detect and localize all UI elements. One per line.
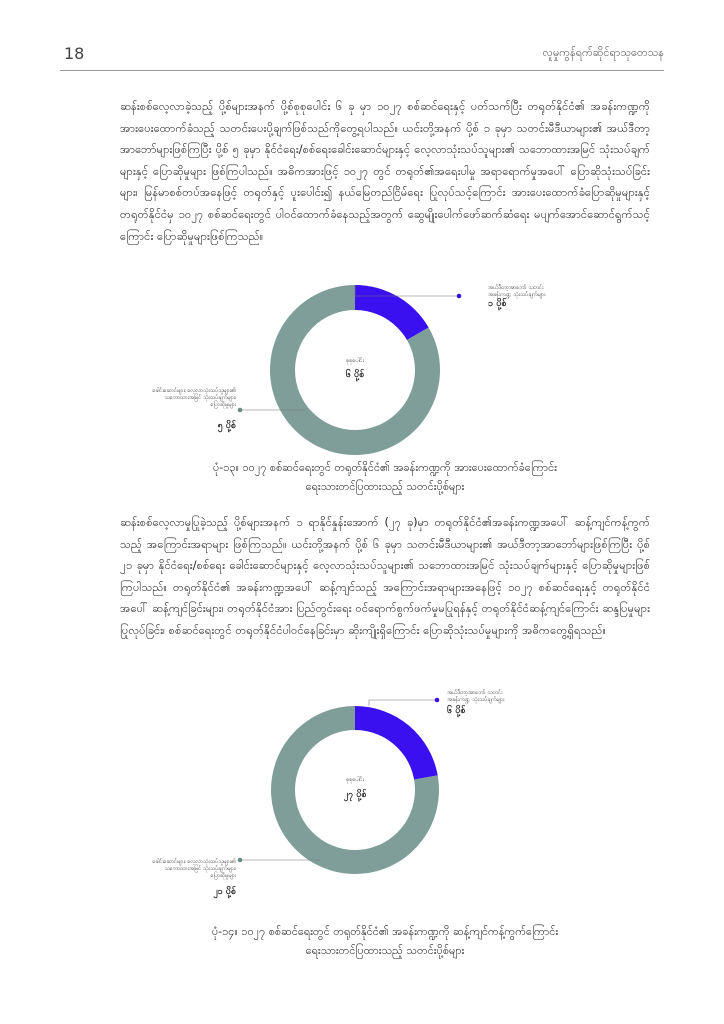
chart1-dot-a (457, 294, 462, 299)
chart2-center-label: စုစုပေါင်း (346, 777, 364, 783)
chart1-label-a-value: ၁ ပို့စ် (488, 299, 507, 309)
running-title: လူမှုကွန်ရက်ဆိုင်ရာသုတေသန (542, 46, 664, 59)
page-number: 18 (64, 44, 85, 63)
chart1-center-value: ၆ ပို့စ် (345, 370, 365, 380)
chart1-label-a-line1: အယ်ဒီတာ့အာဘော် သတင်း (488, 285, 544, 291)
chart1-label-b-line3: ပြောဆိုမှုများ (210, 402, 236, 408)
chart2-dot-a (435, 698, 440, 703)
chart2-label-b-line3: ပြောဆိုမှုများ (210, 873, 236, 879)
chart2-label-b-line1: ခေါင်းဆောင်များ၊ လေ့လာသုံးသပ်သူများ၏ (152, 859, 236, 865)
figure2-caption (120, 922, 650, 960)
chart1-label-a-line2: အခန်းကဏ္ဍ သုံးသပ်ချက်များ (488, 292, 546, 298)
donut-chart-2 (0, 680, 724, 920)
header-rule (60, 70, 664, 71)
donut-chart-1 (0, 270, 724, 470)
figure1-caption-line1: ပုံ-၁၃။ ၁၀၂၇ စစ်ဆင်ရေးတွင် တရုတ်နိုင်ငံ၏ အခန်းကဏ္ဍကို အားပေးထောက်ခံကြောင်း (213, 461, 557, 474)
chart1-dot-b (238, 408, 243, 413)
chart2-label-b-value: ၂၁ ပို့စ် (213, 887, 236, 897)
figure2-caption-line2: ရေးသားတင်ပြထားသည့် သတင်းပို့စ်များ (305, 944, 465, 957)
chart2-label-b-line2: သဘောထားအမြင် သုံးသပ်ချက်များ၊ (164, 866, 236, 872)
chart2-leader-a (369, 700, 437, 706)
chart2-label-a-line2: အခန်းကဏ္ဍ သုံးသပ်ချက်များ (447, 697, 505, 703)
page-header (0, 0, 724, 80)
chart1-center-label: စုစုပေါင်း (346, 358, 364, 364)
chart2-label-a-value: ၆ ပို့စ် (447, 706, 466, 716)
chart2-center-value: ၂၇ ပို့စ် (343, 790, 367, 800)
body-paragraph-1: ဆန်းစစ်လေ့လာခဲ့သည့် ပို့စ်များအနက် ပို့စ်စုစုပေါင်း ၆ ခု မှာ ၁၀၂၇ စစ်ဆင်ရေးနှင့် ပတ်သက်ပြီး တရုတ်နိုင်ငံ၏ အခန်းကဏ္ဍကို အားပေးထောက်ခံသည့် သတင်းပေးပို့ချက်ဖြစ်သည်ကိုတွေ့ရပါသည်။ ယင်းတို့အနက် ပို့စ် ၁ ခုမှာ သတင်းမီဒီယာများ၏ အယ်ဒီတာ့အာဘော်များဖြစ်ကြပြီး ပို့စ် ၅ ခုမှာ နိုင်ငံရေး/စစ်ရေးခေါင်းဆောင်များနှင့် လေ့လာသုံးသပ်သူများ၏ သဘောထားအမြင် သုံးသပ်ချက်များနှင့် ပြောဆိုမှုများ ဖြစ်ကြပါသည်။ အဓိကအားဖြင့် ၁၀၂၇ တွင် တရုတ်၏အရေးပါမှု အရာရောက်မှုအပေါ် ပြောဆိုသုံးသပ်ခြင်းများ၊ မြန်မာစစ်တပ်အနေဖြင့် တရုတ်နှင့် ပူးပေါင်း၍ နယ်မြေတည်ငြိမ်ရေး ပြုလုပ်သင့်ကြောင်း အားပေးထောက်ခံပြောဆိုမှုများနှင့် တရုတ်နိုင်ငံမှ ၁၀၂၇ စစ်ဆင်ရေးတွင် ပါဝင်ထောက်ခံနေသည့်အတွက် ဆွေမျိုးပေါက်ဖော်ဆက်ဆံရေး မပျက်အောင်ဆောင်ရွက်သင့်ကြောင်း ပြောဆိုမှုများဖြစ်ကြသည်။ (120, 99, 650, 243)
figure2-caption-line1: ပုံ-၁၄။ ၁၀၂၇ စစ်ဆင်ရေးတွင် တရုတ်နိုင်ငံ၏ အခန်းကဏ္ဍကို ဆန့်ကျင်ကန့်ကွက်ကြောင်း (211, 925, 559, 938)
chart1-label-b-value: ၅ ပို့စ် (217, 421, 236, 431)
figure1-caption-line2: ရေးသားတင်ပြထားသည့် သတင်းပို့စ်များ (305, 480, 465, 493)
figure1-caption (120, 458, 650, 496)
chart2-label-a-line1: အယ်ဒီတာ့အာဘော် သတင်း (447, 690, 503, 696)
body-paragraph-2: ဆန်းစစ်လေ့လာမှုပြုခဲ့သည့် ပို့စ်များအနက် ၁ ရာနိုင်နှုန်းအောက် (၂၇ ခု)မှာ တရုတ်နိုင်ငံ၏အခန်းကဏ္ဍအပေါ် ဆန့်ကျင်ကန့်ကွက်သည့် အကြောင်းအရာများ ဖြစ်ကြသည်။ ယင်းတို့အနက် ပို့စ် ၆ ခုမှာ သတင်းမီဒီယာများ၏ အယ်ဒီတာ့အာဘော်များဖြစ်ကြပြီး ပို့စ် ၂၁ ခုမှာ နိုင်ငံရေး/စစ်ရေး ခေါင်းဆောင်များနှင့် လေ့လာသုံးသပ်သူများ၏ သဘောထားအမြင် သုံးသပ်ချက်များနှင့် ပြောဆိုမှုများဖြစ်ကြပါသည်။ တရုတ်နိုင်ငံ၏ အခန်းကဏ္ဍအပေါ် ဆန့်ကျင်သည့် အကြောင်းအရာများအနေဖြင့် ၁၀၂၇ စစ်ဆင်ရေးနှင့် တရုတ်နိုင်ငံအပေါ် ဆန့်ကျင်ခြင်းများ၊ တရုတ်နိုင်ငံအား ပြည်တွင်းရေး ဝင်ရောက်စွက်ဖက်မှုမပြုရန်နှင့် တရုတ်နိုင်ငံဆန့်ကျင်ကြောင်း ဆန္ဒပြမှုများပြုလုပ်ခြင်း၊ စစ်ဆင်ရေးတွင် တရုတ်နိုင်ငံပါဝင်နေခြင်းမှာ ဆိုးကျိုးရှိကြောင်း ပြောဆိုသုံးသပ်မှုများကို အဓိကတွေ့ရှိရသည်။ (120, 515, 650, 637)
chart2-dot-b (238, 858, 243, 863)
chart1-label-b-line1: ခေါင်းဆောင်များ၊ လေ့လာသုံးသပ်သူများ၏ (152, 388, 236, 394)
chart1-label-b-line2: သဘောထားအမြင် သုံးသပ်ချက်များ၊ (164, 395, 236, 401)
